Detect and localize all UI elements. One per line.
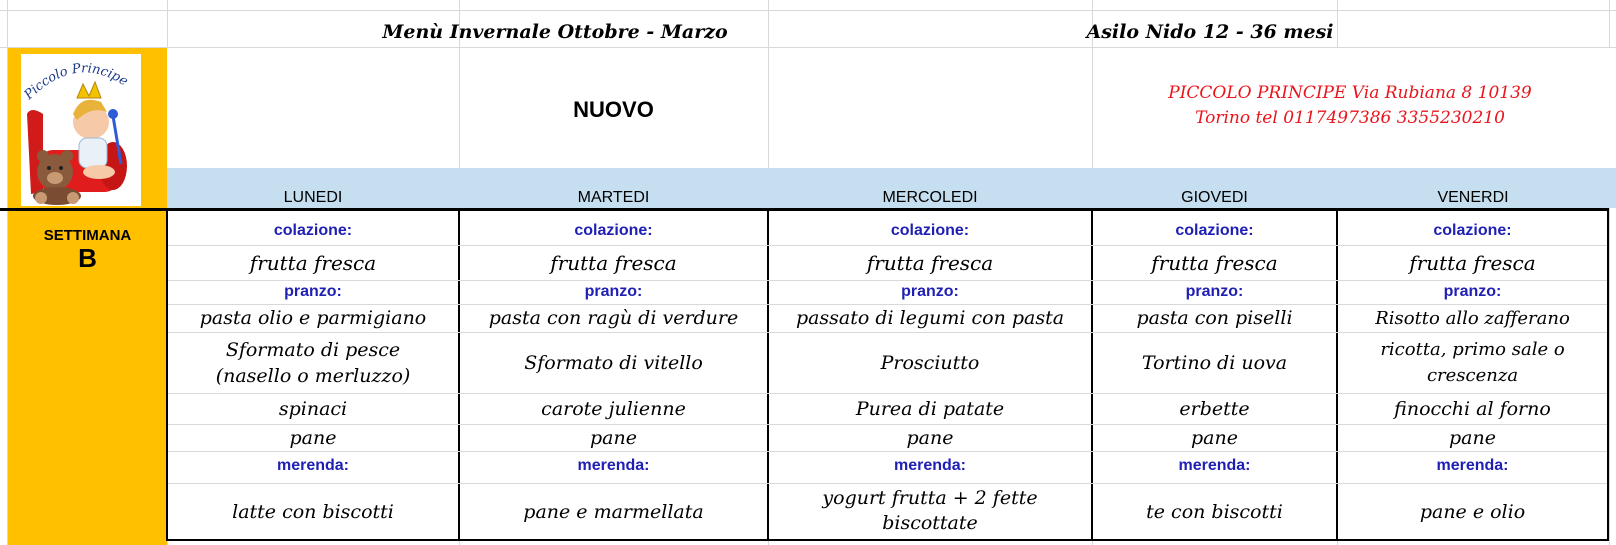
merenda-line: yogurt frutta + 2 fette	[822, 487, 1038, 509]
day-header-giovedi: GIOVEDI	[1181, 189, 1248, 206]
label-pranzo: pranzo:	[1185, 283, 1244, 300]
label-merenda: merenda:	[1436, 457, 1509, 474]
contorno-item: Purea di patate	[855, 398, 1005, 420]
secondo-line: Prosciutto	[880, 352, 980, 374]
pane-item: pane	[289, 427, 337, 449]
secondo-item	[1093, 334, 1336, 392]
pane-item: pane	[1191, 427, 1238, 449]
secondo-item	[769, 334, 1091, 392]
label-merenda: merenda:	[893, 457, 967, 474]
logo-illustration	[21, 54, 141, 206]
merenda-item: latte con biscotti	[232, 501, 394, 523]
primo-item: passato di legumi con pasta	[795, 307, 1065, 329]
day-header-martedi: MARTEDI	[577, 189, 650, 206]
pane-item: pane	[1449, 427, 1496, 449]
contorno-item: finocchi al forno	[1394, 398, 1551, 420]
label-colazione: colazione:	[574, 222, 653, 239]
day-header-lunedi: LUNEDI	[283, 189, 343, 206]
label-merenda: merenda:	[577, 457, 650, 474]
secondo-line: Sformato di vitello	[524, 352, 703, 374]
merenda-item: pane e olio	[1419, 501, 1526, 523]
merenda-item	[769, 484, 1091, 538]
colazione-item: frutta fresca	[249, 251, 377, 275]
label-merenda: merenda:	[1178, 457, 1251, 474]
contorno-item: erbette	[1179, 398, 1250, 420]
secondo-line: (nasello o merluzzo)	[215, 365, 411, 387]
colazione-item: frutta fresca	[1151, 251, 1278, 275]
secondo-line: crescenza	[1426, 365, 1519, 386]
label-merenda: merenda:	[276, 457, 350, 474]
week-letter: B	[78, 242, 97, 273]
label-pranzo: pranzo:	[584, 283, 643, 300]
colazione-item: frutta fresca	[866, 251, 994, 275]
contorno-item: spinaci	[278, 398, 348, 420]
secondo-line: Sformato di pesce	[225, 339, 401, 361]
pane-item: pane	[590, 427, 637, 449]
merenda-line: biscottate	[882, 512, 978, 534]
logo	[21, 54, 141, 206]
svg-text:Piccolo Principe: Piccolo Principe	[21, 61, 131, 103]
week-label: SETTIMANA	[43, 226, 132, 244]
contorno-item: carote julienne	[541, 398, 686, 420]
secondo-line: ricotta, primo sale o	[1380, 339, 1565, 360]
day-header-mercoledi: MERCOLEDI	[882, 189, 978, 206]
colazione-item: frutta fresca	[550, 251, 677, 275]
label-pranzo: pranzo:	[284, 283, 342, 300]
label-colazione: colazione:	[890, 222, 970, 239]
secondo-item	[460, 334, 767, 392]
address-line-2: Torino tel 0117497386 3355230210	[1195, 108, 1505, 128]
secondo-item	[1338, 334, 1607, 392]
label-colazione: colazione:	[1433, 222, 1512, 239]
primo-item: pasta con piselli	[1136, 307, 1293, 329]
label-colazione: colazione:	[273, 222, 353, 239]
primo-item: pasta olio e parmigiano	[199, 307, 427, 329]
colazione-item: frutta fresca	[1409, 251, 1536, 275]
school-title: Asilo Nido 12 - 36 mesi	[1086, 21, 1334, 43]
label-pranzo: pranzo:	[901, 283, 959, 300]
merenda-item: pane e marmellata	[523, 501, 704, 523]
address-line-1: PICCOLO PRINCIPE Via Rubiana 8 10139	[1168, 83, 1532, 103]
label-pranzo: pranzo:	[1443, 283, 1502, 300]
secondo-line: Tortino di uova	[1141, 352, 1288, 374]
merenda-item: te con biscotti	[1146, 501, 1283, 523]
label-colazione: colazione:	[1175, 222, 1254, 239]
pane-item: pane	[906, 427, 954, 449]
secondo-item	[168, 334, 458, 392]
primo-item: Risotto allo zafferano	[1375, 307, 1570, 329]
menu-title: Menù Invernale Ottobre - Marzo	[382, 21, 728, 43]
nuovo-label: NUOVO	[573, 97, 654, 122]
primo-item: pasta con ragù di verdure	[488, 307, 739, 329]
day-header-venerdi: VENERDI	[1437, 189, 1509, 206]
